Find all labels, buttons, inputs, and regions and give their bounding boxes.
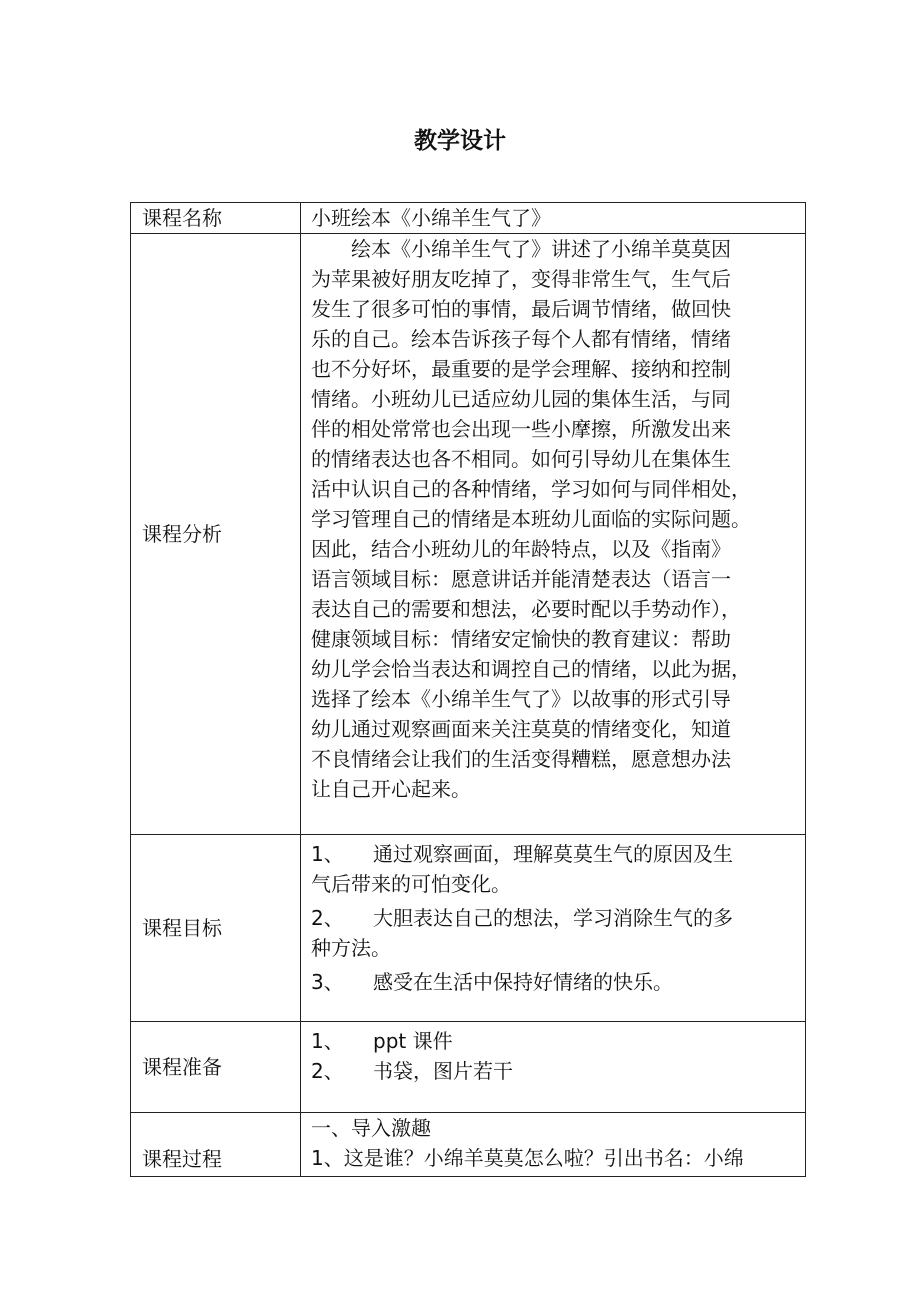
row-course-name <box>131 203 806 234</box>
label-process: 课程过程 <box>131 1113 301 1177</box>
page-title: 教学设计 <box>414 128 506 154</box>
goal-text: 气后带来的可怕变化。 <box>311 872 511 896</box>
prep-text: 书袋，图片若干 <box>373 1059 513 1083</box>
label-goals: 课程目标 <box>131 835 301 1022</box>
goal-number: 3、 <box>311 970 344 994</box>
analysis-line: 的情绪表达也各不相同。如何引导幼儿在集体生 <box>311 447 731 471</box>
goal-text: 大胆表达自己的想法，学习消除生气的多 <box>373 906 733 930</box>
analysis-line: 为苹果被好朋友吃掉了，变得非常生气，生气后 <box>311 267 731 291</box>
analysis-line: 活中认识自己的各种情绪，学习如何与同伴相处， <box>311 477 751 501</box>
prep-number: 1、 <box>311 1029 344 1053</box>
analysis-line: 伴的相处常常也会出现一些小摩擦，所激发出来 <box>311 417 731 441</box>
prep-item <box>311 1056 803 1086</box>
goal-text: 种方法。 <box>311 936 391 960</box>
analysis-line: 让自己开心起来。 <box>311 777 471 801</box>
course-name-value: 小班绘本《小绵羊生气了》 <box>301 203 806 234</box>
analysis-line: 健康领域目标：情绪安定愉快的教育建议：帮助 <box>311 627 731 651</box>
analysis-line: 乐的自己。绘本告诉孩子每个人都有情绪，情绪 <box>311 327 731 351</box>
analysis-line: 学习管理自己的情绪是本班幼儿面临的实际问题。 <box>311 507 751 531</box>
analysis-line: 表达自己的需要和想法，必要时配以手势动作）， <box>311 597 741 621</box>
goal-text: 通过观察画面，理解莫莫生气的原因及生 <box>373 842 733 866</box>
analysis-line: 发生了很多可怕的事情，最后调节情绪，做回快 <box>311 297 731 321</box>
analysis-line: 幼儿通过观察画面来关注莫莫的情绪变化，知道 <box>311 717 731 741</box>
goal-number: 1、 <box>311 842 344 866</box>
analysis-line: 因此，结合小班幼儿的年龄特点，以及《指南》 <box>311 537 731 561</box>
prep-content <box>301 1022 806 1113</box>
analysis-line: 也不分好坏，最重要的是学会理解、接纳和控制 <box>311 357 731 381</box>
process-content <box>301 1113 806 1177</box>
process-line: 1、这是谁？小绵羊莫莫怎么啦？引出书名：小绵 <box>311 1146 744 1170</box>
goal-number: 2、 <box>311 906 344 930</box>
goal-line <box>311 839 803 869</box>
row-goals <box>131 835 806 1022</box>
row-process <box>131 1113 806 1177</box>
goal-text: 感受在生活中保持好情绪的快乐。 <box>373 970 673 994</box>
goal-line <box>311 903 803 933</box>
goals-content <box>301 835 806 1022</box>
label-prep: 课程准备 <box>131 1022 301 1113</box>
prep-item <box>311 1026 803 1056</box>
analysis-line: 情绪。小班幼儿已适应幼儿园的集体生活，与同 <box>311 387 731 411</box>
prep-number: 2、 <box>311 1059 344 1083</box>
analysis-line: 幼儿学会恰当表达和调控自己的情绪，以此为据， <box>311 657 751 681</box>
prep-text: ppt 课件 <box>373 1029 453 1053</box>
row-prep <box>131 1022 806 1113</box>
goal-line <box>311 967 803 997</box>
analysis-line: 不良情绪会让我们的生活变得糟糕，愿意想办法 <box>311 747 731 771</box>
analysis-line: 绘本《小绵羊生气了》讲述了小绵羊莫莫因 <box>351 237 731 261</box>
goal-line <box>311 869 803 899</box>
goal-line <box>311 933 803 963</box>
process-line: 一、导入激趣 <box>311 1116 431 1140</box>
label-course-name: 课程名称 <box>131 203 301 234</box>
analysis-line: 选择了绘本《小绵羊生气了》以故事的形式引导 <box>311 687 731 711</box>
lesson-plan-table <box>130 202 806 1177</box>
analysis-content <box>301 234 806 835</box>
row-analysis <box>131 234 806 835</box>
label-analysis: 课程分析 <box>131 234 301 835</box>
analysis-line: 语言领域目标：愿意讲话并能清楚表达（语言一 <box>311 567 731 591</box>
